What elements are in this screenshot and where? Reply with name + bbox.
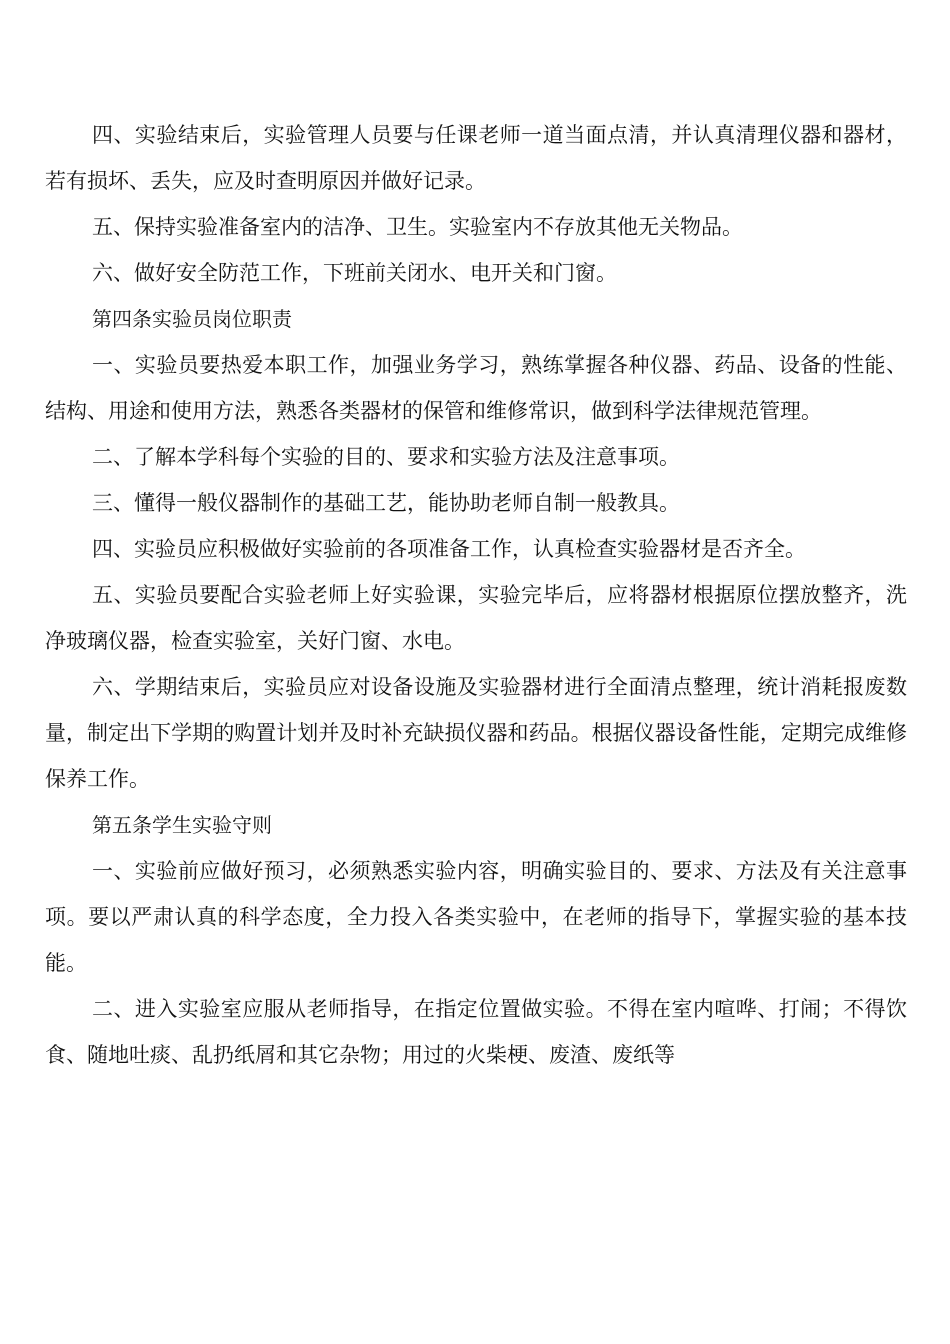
paragraph-item: 六、做好安全防范工作，下班前关闭水、电开关和门窗。 [92,261,617,285]
paragraph-item: 五、保持实验准备室内的洁净、卫生。实验室内不存放其他无关物品。 [92,215,743,239]
paragraph-item: 一、实验前应做好预习，必须熟悉实验内容，明确实验目的、要求、方法及有关注意事项。要以严肃认真的科学态度，全力投入各类实验中，在老师的指导下，掌握实验的基本技能。 [45,859,907,975]
paragraph-item: 三、懂得一般仪器制作的基础工艺，能协助老师自制一般教具。 [92,491,680,515]
section-heading: 第五条学生实验守则 [92,813,272,837]
paragraph-item: 四、实验结束后，实验管理人员要与任课老师一道当面点清，并认真清理仪器和器材，若有损坏、丢失，应及时查明原因并做好记录。 [45,123,907,193]
document-page [45,112,907,1078]
paragraph-item: 二、了解本学科每个实验的目的、要求和实验方法及注意事项。 [92,445,680,469]
paragraph-item: 四、实验员应积极做好实验前的各项准备工作，认真检查实验器材是否齐全。 [92,537,806,561]
paragraph-item: 六、学期结束后，实验员应对设备设施及实验器材进行全面清点整理，统计消耗报废数量，制定出下学期的购置计划并及时补充缺损仪器和药品。根据仪器设备性能，定期完成维修保养工作。 [45,675,907,791]
section-heading: 第四条实验员岗位职责 [92,307,292,331]
paragraph-item: 二、进入实验室应服从老师指导，在指定位置做实验。不得在室内喧哗、打闹；不得饮食、随地吐痰、乱扔纸屑和其它杂物；用过的火柴梗、废渣、废纸等 [45,997,907,1067]
paragraph-item: 一、实验员要热爱本职工作，加强业务学习，熟练掌握各种仪器、药品、设备的性能、结构、用途和使用方法，熟悉各类器材的保管和维修常识，做到科学法律规范管理。 [45,353,907,423]
paragraph-item: 五、实验员要配合实验老师上好实验课，实验完毕后，应将器材根据原位摆放整齐，洗净玻璃仪器，检查实验室，关好门窗、水电。 [45,583,907,653]
